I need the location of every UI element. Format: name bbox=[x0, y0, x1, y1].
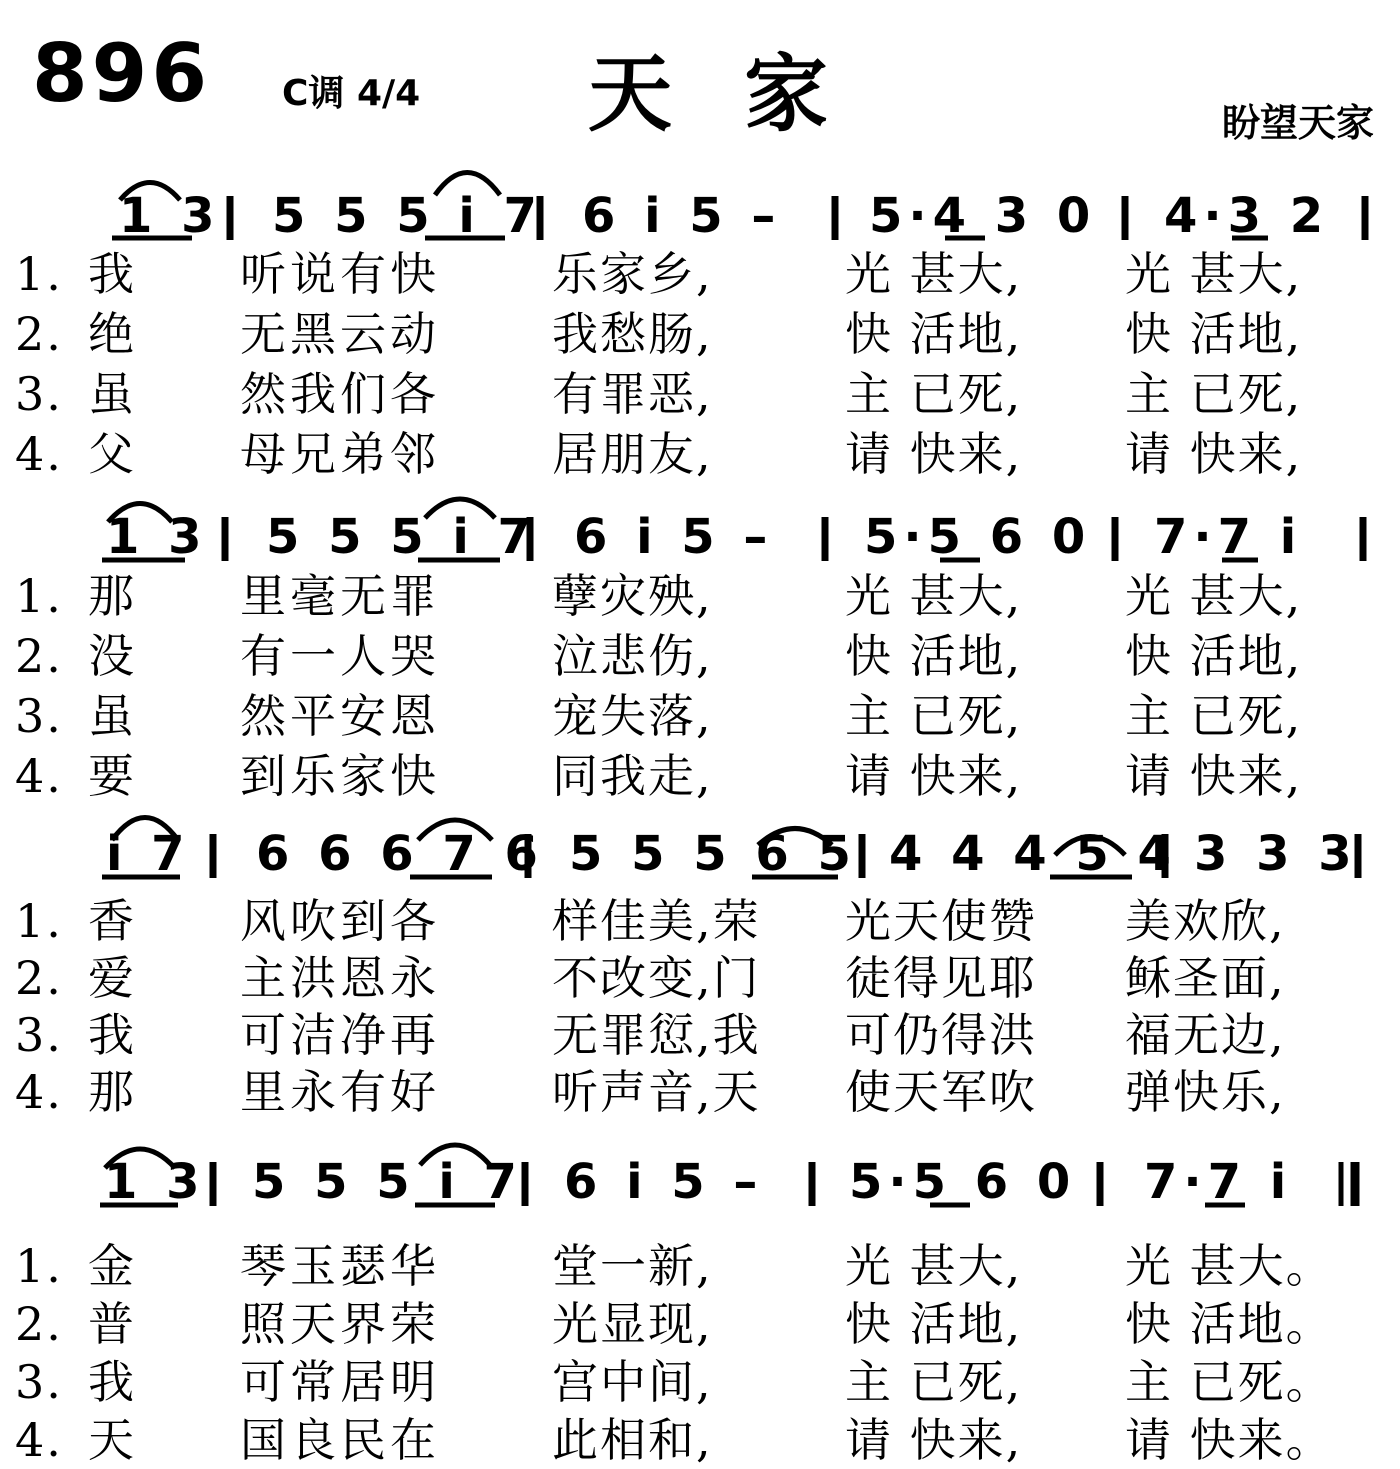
lyric-text: 请 快来, bbox=[1125, 749, 1303, 803]
lyric-text: 稣圣面, bbox=[1125, 951, 1286, 1005]
verse-number: 3. bbox=[15, 689, 63, 743]
jianpu-notes: 1 3 bbox=[106, 509, 208, 565]
lyric-text: 请 快来, bbox=[845, 1413, 1023, 1467]
jianpu-notes: 1 3 bbox=[119, 188, 221, 244]
lyric-text: 国良民在 bbox=[240, 1413, 440, 1467]
lyric-text: 光 甚大, bbox=[845, 247, 1023, 301]
lyric-text: 快 活地。 bbox=[1125, 1297, 1334, 1351]
hymn-title: 天家 bbox=[588, 45, 901, 143]
lyric-text: 美欢欣, bbox=[1125, 894, 1286, 948]
lyric-text: 我 bbox=[88, 1008, 136, 1062]
lyric-text: 弹快乐, bbox=[1125, 1065, 1286, 1119]
lyric-text: 快 活地, bbox=[845, 1297, 1023, 1351]
jianpu-notes: 6 i 5 – bbox=[564, 1154, 764, 1210]
lyric-text: 福无边, bbox=[1125, 1008, 1286, 1062]
jianpu-notes: 7·7 i bbox=[1144, 1154, 1293, 1210]
verse-number: 2. bbox=[15, 1297, 63, 1351]
lyric-text: 请 快来, bbox=[845, 749, 1023, 803]
lyric-text: 主 已死, bbox=[1125, 689, 1303, 743]
verse-number: 4. bbox=[15, 1065, 63, 1119]
jianpu-notes: 5·5 6 0 bbox=[849, 1154, 1077, 1210]
lyric-text: 无黑云动 bbox=[240, 307, 440, 361]
jianpu-notes: 6 i 5 – bbox=[574, 509, 774, 565]
lyric-text: 堂一新, bbox=[552, 1239, 713, 1293]
lyric-text: 徒得见耶 bbox=[845, 951, 1037, 1005]
verse-number: 4. bbox=[15, 749, 63, 803]
lyric-text: 主 已死, bbox=[845, 367, 1023, 421]
lyric-text: 可仍得洪 bbox=[845, 1008, 1037, 1062]
lyric-text: 可常居明 bbox=[240, 1355, 440, 1409]
lyric-text: 到乐家快 bbox=[240, 749, 440, 803]
lyric-text: 虽 bbox=[88, 689, 136, 743]
lyric-text: 孽灾殃, bbox=[552, 569, 713, 623]
verse-number: 2. bbox=[15, 307, 63, 361]
jianpu-notes: 1 3 bbox=[104, 1154, 206, 1210]
lyric-text: 父 bbox=[88, 427, 136, 481]
verse-number: 3. bbox=[15, 367, 63, 421]
lyric-text: 里毫无罪 bbox=[240, 569, 440, 623]
lyric-text: 请 快来, bbox=[845, 427, 1023, 481]
lyric-text: 然平安恩 bbox=[240, 689, 440, 743]
lyric-text: 请 快来, bbox=[1125, 427, 1303, 481]
verse-number: 4. bbox=[15, 1413, 63, 1467]
lyric-text: 样佳美,荣 bbox=[552, 894, 761, 948]
lyric-text: 无罪愆,我 bbox=[552, 1008, 761, 1062]
lyric-text: 没 bbox=[88, 629, 136, 683]
lyric-text: 有一人哭 bbox=[240, 629, 440, 683]
lyric-text: 宠失落, bbox=[552, 689, 713, 743]
lyric-text: 光 甚大, bbox=[845, 1239, 1023, 1293]
lyric-text: 请 快来。 bbox=[1125, 1413, 1334, 1467]
lyric-text: 主 已死, bbox=[845, 689, 1023, 743]
lyric-text: 主 已死。 bbox=[1125, 1355, 1334, 1409]
lyric-text: 可洁净再 bbox=[240, 1008, 440, 1062]
lyric-text: 虽 bbox=[88, 367, 136, 421]
jianpu-notes: 7·7 i bbox=[1154, 509, 1303, 565]
lyric-text: 母兄弟邻 bbox=[240, 427, 440, 481]
lyric-text: 我 bbox=[88, 247, 136, 301]
lyric-text: 不改变,门 bbox=[552, 951, 761, 1005]
lyric-text: 主洪恩永 bbox=[240, 951, 440, 1005]
verse-number: 4. bbox=[15, 427, 63, 481]
lyric-text: 金 bbox=[88, 1239, 136, 1293]
verse-number: 2. bbox=[15, 951, 63, 1005]
lyric-text: 泣悲伤, bbox=[552, 629, 713, 683]
lyric-text: 琴玉瑟华 bbox=[240, 1239, 440, 1293]
jianpu-notes: 4·3 2 bbox=[1164, 188, 1330, 244]
lyric-text: 光显现, bbox=[552, 1297, 713, 1351]
verse-number: 1. bbox=[15, 894, 63, 948]
jianpu-notes: 6 i 5 – bbox=[582, 188, 782, 244]
lyric-text: 同我走, bbox=[552, 749, 713, 803]
jianpu-notes: 5 5 5 6 5 bbox=[569, 826, 857, 882]
lyric-text: 光天使赞 bbox=[845, 894, 1037, 948]
tune-name: 盼望天家 bbox=[1221, 101, 1374, 145]
verse-number: 1. bbox=[15, 247, 63, 301]
lyric-text: 宫中间, bbox=[552, 1355, 713, 1409]
jianpu-notes: 5·5 6 0 bbox=[864, 509, 1092, 565]
lyric-text: 光 甚大。 bbox=[1125, 1239, 1334, 1293]
key-signature: C调 4/4 bbox=[282, 73, 421, 114]
jianpu-notes: 3 3 3 bbox=[1194, 826, 1358, 882]
lyric-text: 里永有好 bbox=[240, 1065, 440, 1119]
lyric-text: 快 活地, bbox=[1125, 629, 1303, 683]
lyric-text: 香 bbox=[88, 894, 136, 948]
lyric-text: 光 甚大, bbox=[845, 569, 1023, 623]
lyric-text: 使天军吹 bbox=[845, 1065, 1037, 1119]
lyric-text: 我 bbox=[88, 1355, 136, 1409]
jianpu-notes: 4 4 4 5 4 bbox=[889, 826, 1177, 882]
lyric-text: 照天界荣 bbox=[240, 1297, 440, 1351]
jianpu-notes: 5 5 5 i 7 bbox=[252, 1154, 523, 1210]
lyric-text: 要 bbox=[88, 749, 136, 803]
lyric-text: 快 活地, bbox=[845, 629, 1023, 683]
lyric-text: 主 已死, bbox=[1125, 367, 1303, 421]
jianpu-notes: 5·4 3 0 bbox=[869, 188, 1097, 244]
jianpu-notes: i 7 bbox=[106, 826, 191, 882]
lyric-text: 天 bbox=[88, 1413, 136, 1467]
lyric-text: 风吹到各 bbox=[240, 894, 440, 948]
verse-number: 1. bbox=[15, 1239, 63, 1293]
lyric-text: 我愁肠, bbox=[552, 307, 713, 361]
jianpu-notes: 5 5 5 i 7 bbox=[272, 188, 543, 244]
jianpu-notes: 5 5 5 i 7 bbox=[266, 509, 537, 565]
lyric-text: 有罪恶, bbox=[552, 367, 713, 421]
verse-number: 1. bbox=[15, 569, 63, 623]
verse-number: 3. bbox=[15, 1008, 63, 1062]
lyric-text: 居朋友, bbox=[552, 427, 713, 481]
lyric-text: 爱 bbox=[88, 951, 136, 1005]
lyric-text: 光 甚大, bbox=[1125, 569, 1303, 623]
verse-number: 3. bbox=[15, 1355, 63, 1409]
lyric-text: 普 bbox=[88, 1297, 136, 1351]
lyric-text: 快 活地, bbox=[845, 307, 1023, 361]
hymn-number: 896 bbox=[32, 27, 211, 120]
lyric-text: 听声音,天 bbox=[552, 1065, 761, 1119]
lyric-text: 那 bbox=[88, 569, 136, 623]
jianpu-notes: 6 6 6 7 6 bbox=[256, 826, 544, 882]
lyric-text: 然我们各 bbox=[240, 367, 440, 421]
lyric-text: 快 活地, bbox=[1125, 307, 1303, 361]
verse-number: 2. bbox=[15, 629, 63, 683]
lyric-text: 那 bbox=[88, 1065, 136, 1119]
lyric-text: 绝 bbox=[88, 307, 136, 361]
lyric-text: 光 甚大, bbox=[1125, 247, 1303, 301]
lyric-text: 听说有快 bbox=[240, 247, 440, 301]
lyric-text: 此相和, bbox=[552, 1413, 713, 1467]
lyric-text: 乐家乡, bbox=[552, 247, 713, 301]
lyric-text: 主 已死, bbox=[845, 1355, 1023, 1409]
